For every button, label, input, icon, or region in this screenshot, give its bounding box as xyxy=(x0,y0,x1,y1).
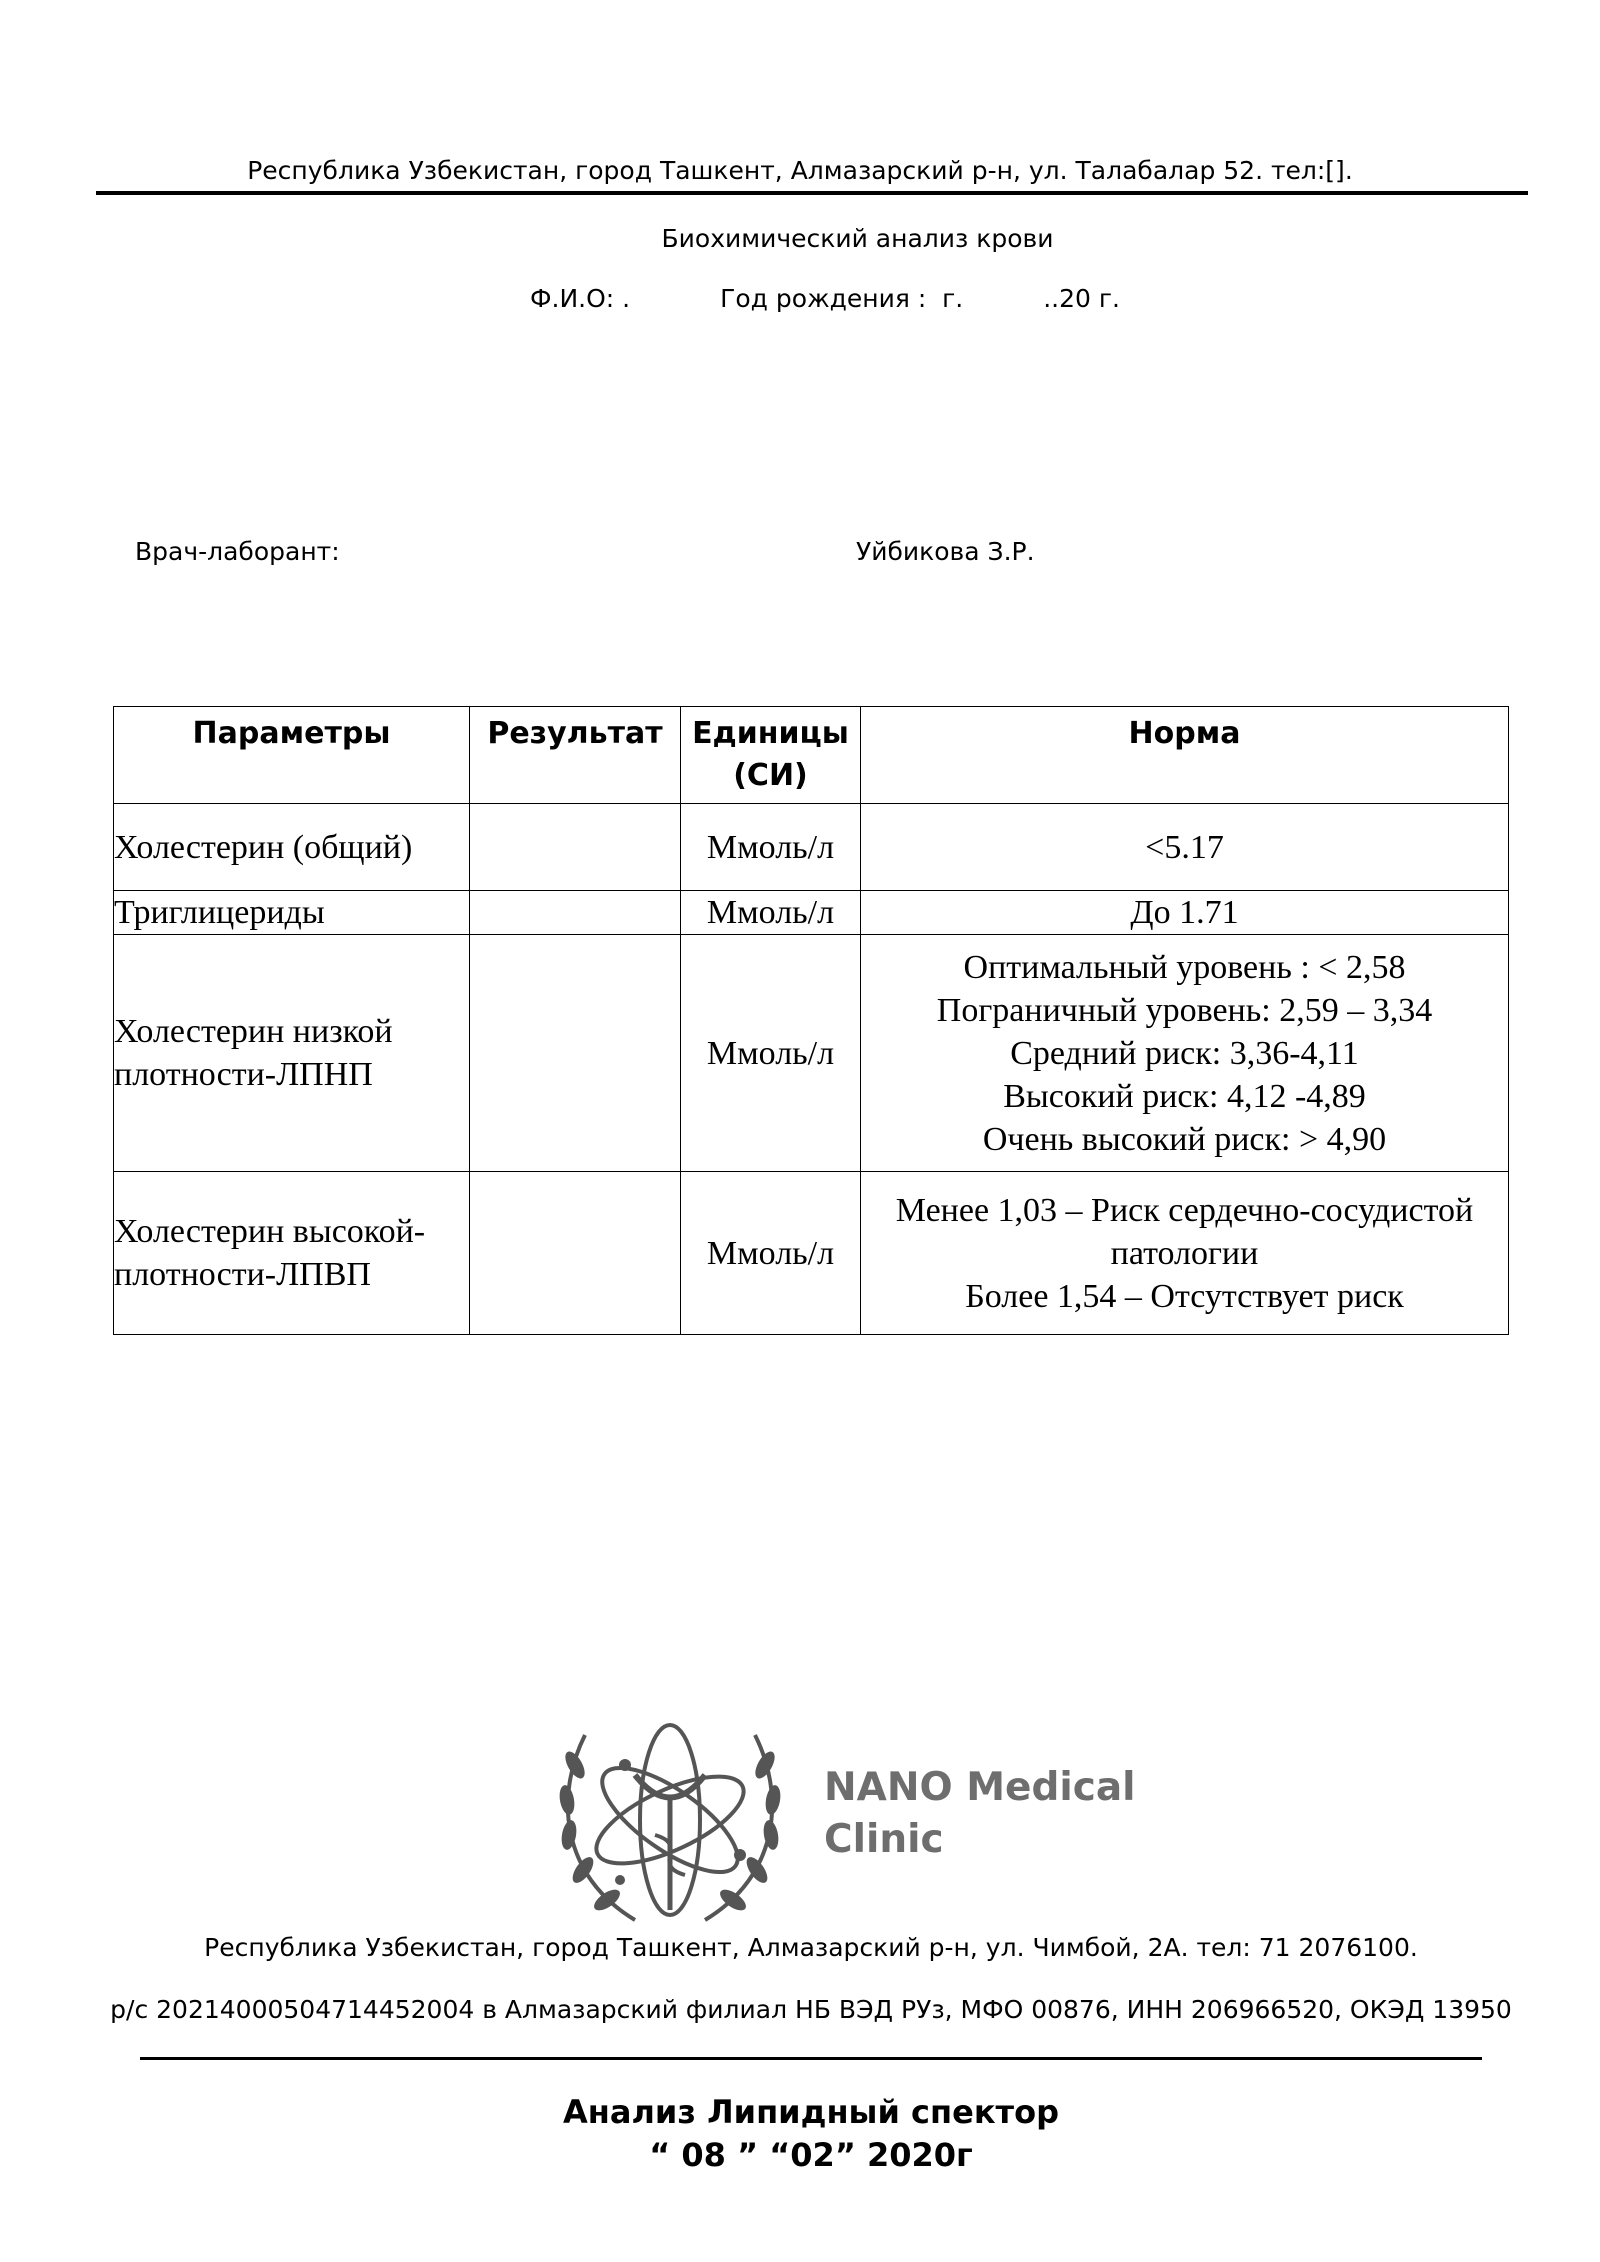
norm-line: До 1.71 xyxy=(1130,894,1239,931)
row-result xyxy=(470,1172,681,1335)
header-divider xyxy=(96,191,1528,195)
norm-line: Пограничный уровень: 2,59 – 3,34 xyxy=(936,991,1433,1029)
results-table xyxy=(113,706,1509,1335)
analysis-date: “ 08 ” “02” 2020г xyxy=(649,2136,973,2174)
table-row xyxy=(114,935,1509,1172)
doctor-role-label: Врач-лаборант: xyxy=(135,537,340,566)
document-title: Биохимический анализ крови xyxy=(661,224,1054,253)
header-units: Единицы (СИ) xyxy=(681,707,861,804)
table-header-row xyxy=(114,707,1509,804)
row-unit: Ммоль/л xyxy=(681,804,861,891)
row-parameter: Триглицериды xyxy=(114,891,470,935)
norm-line: Очень высокий риск: > 4,90 xyxy=(982,1120,1387,1158)
row-norm xyxy=(861,935,1509,1172)
date-tail: ..20 г. xyxy=(1043,284,1120,313)
clinic-address: Республика Узбекистан, город Ташкент, Алмазарский р-н, ул. Чимбой, 2А. тел: 71 2076100. xyxy=(204,1933,1418,1962)
norm-line: Средний риск: 3,36-4,11 xyxy=(1010,1034,1359,1072)
row-parameter: Холестерин высокой-плотности-ЛПВП xyxy=(114,1172,470,1335)
row-norm xyxy=(861,804,1509,891)
row-norm xyxy=(861,1172,1509,1335)
analysis-title: Анализ Липидный спектор xyxy=(563,2093,1059,2131)
lab-address: Республика Узбекистан, город Ташкент, Алмазарский р-н, ул. Талабалар 52. тел:[]. xyxy=(247,156,1353,185)
row-result xyxy=(470,935,681,1172)
patient-name-label: Ф.И.О: . xyxy=(530,284,631,313)
clinic-bank-details: р/с 20214000504714452004 в Алмазарский филиал НБ ВЭД РУз, МФО 00876, ИНН 206966520, ОКЭД 13950 xyxy=(110,1995,1512,2024)
birth-year-label: Год рождения : г. xyxy=(720,284,964,313)
row-unit: Ммоль/л xyxy=(681,1172,861,1335)
row-parameter: Холестерин (общий) xyxy=(114,804,470,891)
header-norm: Норма xyxy=(861,707,1509,804)
table-row xyxy=(114,891,1509,935)
norm-line: Оптимальный уровень : < 2,58 xyxy=(963,948,1406,986)
patient-info-line xyxy=(530,284,1120,313)
doctor-name: Уйбикова З.Р. xyxy=(856,537,1035,566)
norm-line: <5.17 xyxy=(1145,828,1224,866)
norm-line: Высокий риск: 4,12 -4,89 xyxy=(1003,1077,1366,1115)
norm-line: Менее 1,03 – Риск сердечно-сосудистой патологии xyxy=(895,1191,1474,1272)
logo-line-1: NANO Medical xyxy=(824,1765,1136,1810)
header-result: Результат xyxy=(470,707,681,804)
row-result xyxy=(470,804,681,891)
clinic-logo-wordmark xyxy=(824,1762,1136,1866)
header-parameters: Параметры xyxy=(114,707,470,804)
row-result xyxy=(470,891,681,935)
norm-line: Более 1,54 – Отсутствует риск xyxy=(965,1277,1404,1315)
row-unit: Ммоль/л xyxy=(681,935,861,1172)
footer-divider xyxy=(140,2057,1482,2060)
logo-line-2: Clinic xyxy=(824,1817,944,1862)
row-unit: Ммоль/л xyxy=(681,891,861,935)
table-row xyxy=(114,804,1509,891)
row-parameter: Холестерин низкой плотности-ЛПНП xyxy=(114,935,470,1172)
table-row xyxy=(114,1172,1509,1335)
row-norm xyxy=(861,891,1509,935)
